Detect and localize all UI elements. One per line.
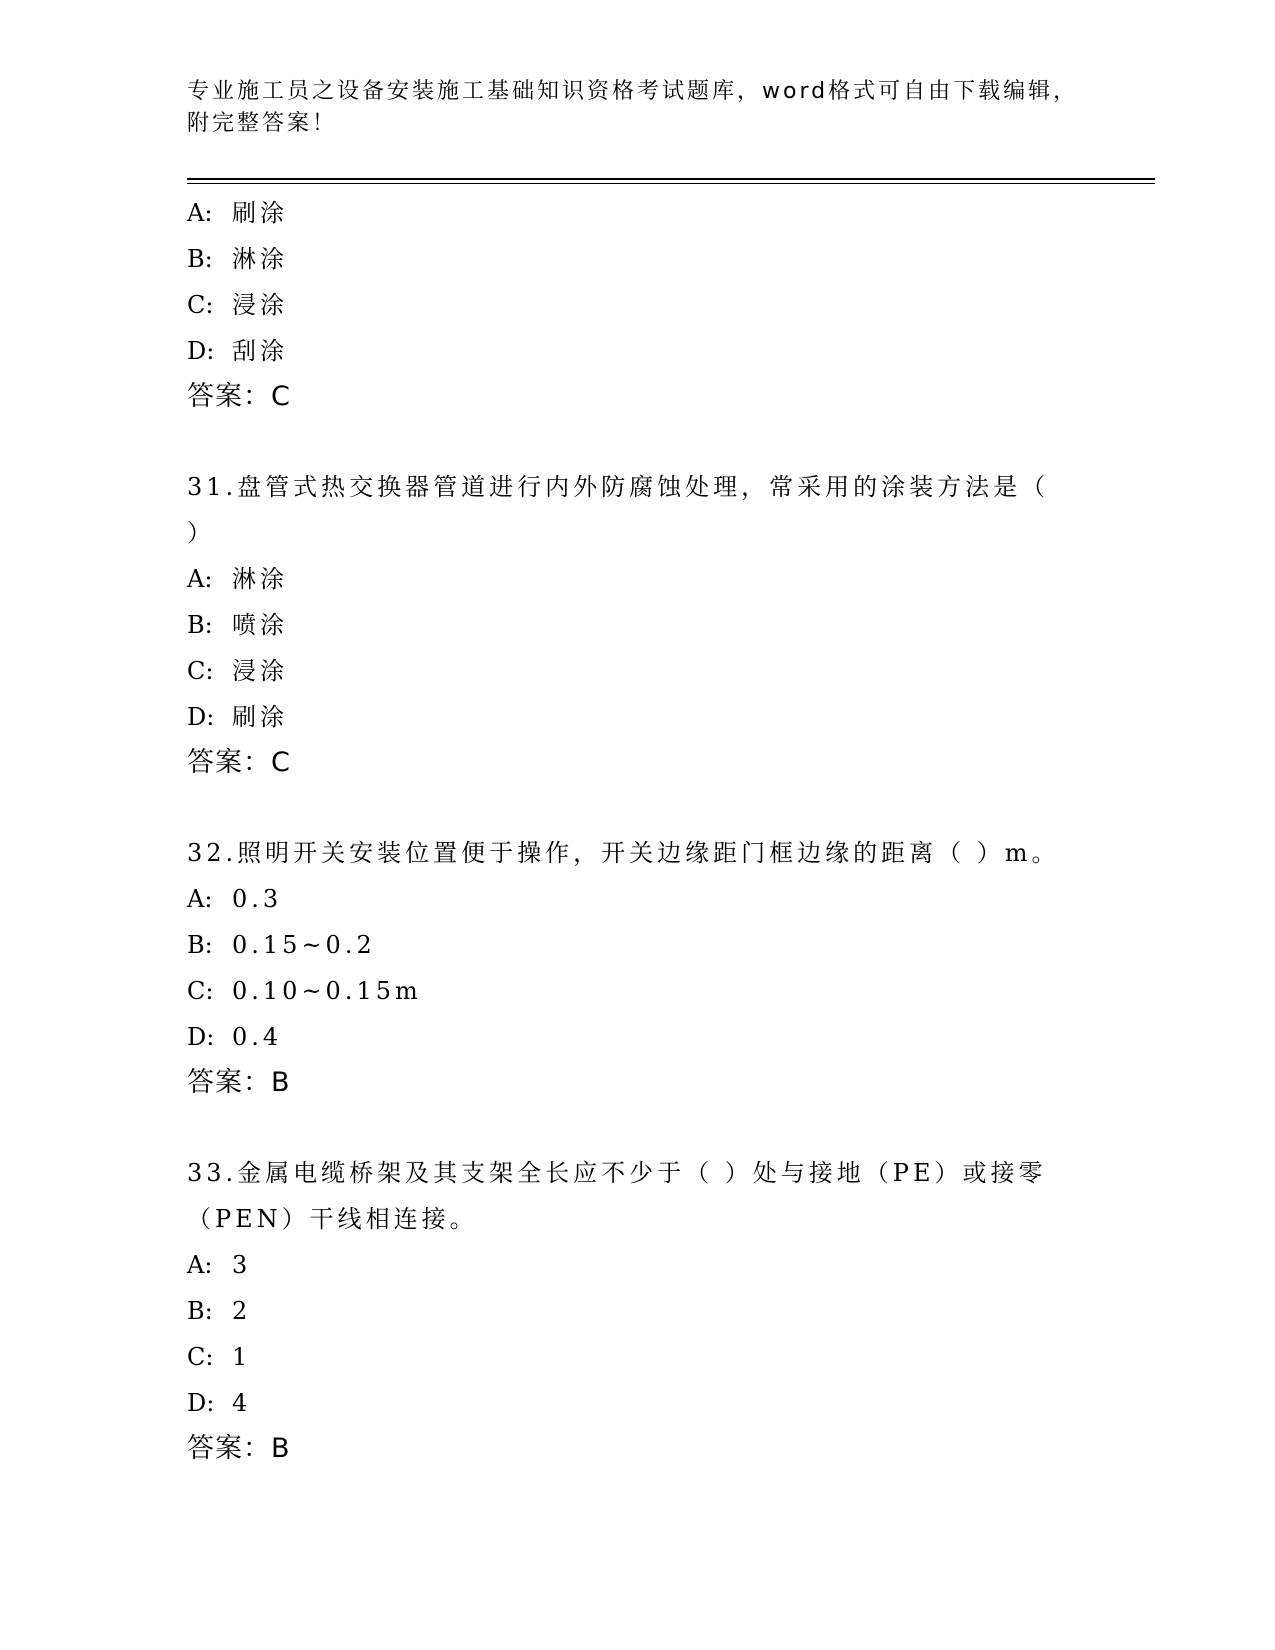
question-stem: 33.金属电缆桥架及其支架全长应不少于（ ）处与接地（PE）或接零 [187,1159,1047,1187]
question-stem-continued: ） [187,519,215,547]
document-header [187,76,1087,140]
question-stem-continued: （PEN）干线相连接。 [187,1205,478,1233]
question-stem: 32.照明开关安装位置便于操作，开关边缘距门框边缘的距离（ ）m。 [187,839,1060,867]
answer-line: 答案：C [187,747,291,778]
option-a: A: 淋涂 [187,565,288,593]
option-c: C: 0.10~0.15m [187,977,422,1005]
answer-line: 答案：B [187,1067,291,1098]
option-b: B: 2 [187,1297,252,1325]
answer-line: 答案：C [187,381,291,412]
question-block-30 [187,190,1087,420]
option-b: B: 0.15~0.2 [187,931,376,959]
header-line-2: 附完整答案！ [187,111,338,136]
option-d: D: 刷涂 [187,703,288,731]
option-b: B: 淋涂 [187,245,288,273]
option-d: D: 0.4 [187,1023,283,1051]
question-stem: 31.盘管式热交换器管道进行内外防腐蚀处理，常采用的涂装方法是（ [187,473,1050,501]
option-c: C: 1 [187,1343,252,1371]
question-block-32 [187,830,1087,1106]
option-d: D: 4 [187,1389,252,1417]
header-rule-thick [187,178,1155,180]
question-block-33 [187,1150,1087,1472]
option-b: B: 喷涂 [187,611,288,639]
answer-line: 答案：B [187,1433,291,1464]
question-block-31 [187,464,1087,786]
header-rule-thin [187,183,1155,184]
option-a: A: 刷涂 [187,199,288,227]
option-a: A: 0.3 [187,885,283,913]
question-list [187,190,1087,1472]
option-d: D: 刮涂 [187,337,288,365]
header-line-1: 专业施工员之设备安装施工基础知识资格考试题库，word格式可自由下载编辑， [187,79,1079,104]
option-c: C: 浸涂 [187,657,288,685]
option-c: C: 浸涂 [187,291,288,319]
option-a: A: 3 [187,1251,252,1279]
